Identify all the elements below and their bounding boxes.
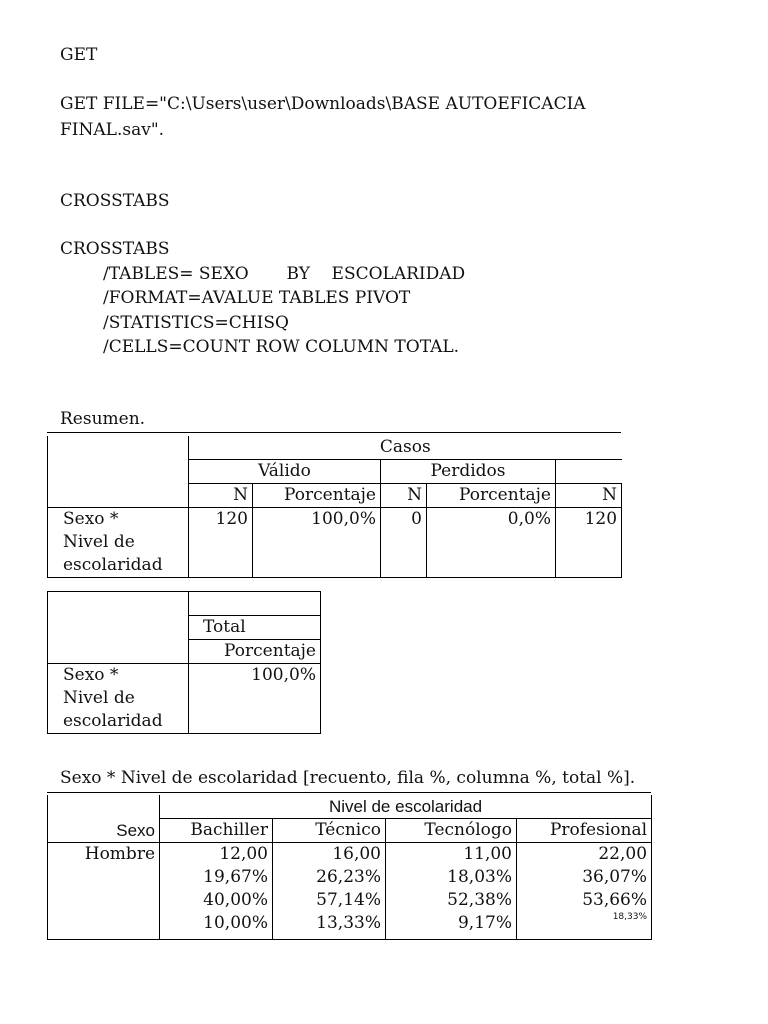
- syntax-line-cells: /CELLS=COUNT ROW COLUMN TOTAL.: [103, 337, 460, 357]
- summary-valid-n: 120: [189, 508, 253, 578]
- summary-total-table: [47, 591, 321, 734]
- crosstab-col-tecnologo: Tecnólogo: [386, 819, 517, 843]
- summary-col-missing-n: N: [381, 484, 427, 508]
- syntax-line-statistics: /STATISTICS=CHISQ: [103, 313, 289, 333]
- summary-table: [47, 436, 622, 578]
- syntax-line-tables: /TABLES= SEXO BY ESCOLARIDAD: [103, 264, 466, 284]
- crosstab-row-header-sexo: Sexo: [48, 819, 160, 843]
- summary-row-label: Sexo * Nivel de escolaridad: [48, 508, 189, 578]
- summary-header-valido: Válido: [189, 460, 381, 484]
- syntax-line-crosstabs-2: CROSSTABS: [60, 239, 170, 259]
- crosstab-top-rule: [47, 792, 651, 793]
- syntax-line-crosstabs: CROSSTABS: [60, 191, 170, 211]
- summary-valid-pct: 100,0%: [253, 508, 381, 578]
- crosstab-table: [47, 795, 652, 940]
- summary-col-missing-pct: Porcentaje: [427, 484, 556, 508]
- syntax-line-get-file: GET FILE="C:\Users\user\Downloads\BASE AUTOEFICACIA: [60, 94, 586, 114]
- summary-total-pct: 100,0%: [189, 664, 321, 734]
- crosstab-header-nivel: Nivel de escolaridad: [160, 795, 652, 819]
- summary-col-total-pct: Porcentaje: [189, 640, 321, 664]
- summary-total-n: 120: [556, 508, 622, 578]
- crosstab-cell-bachiller: 12,00 19,67% 40,00% 10,00%: [160, 843, 273, 940]
- syntax-line-file-name: FINAL.sav".: [60, 120, 165, 140]
- crosstab-col-bachiller: Bachiller: [160, 819, 273, 843]
- table-row: [48, 843, 652, 940]
- summary-total-row-label: Sexo * Nivel de escolaridad: [48, 664, 189, 734]
- crosstab-col-profesional: Profesional: [517, 819, 652, 843]
- crosstab-cell-tecnico: 16,00 26,23% 57,14% 13,33%: [273, 843, 386, 940]
- summary-col-valid-pct: Porcentaje: [253, 484, 381, 508]
- crosstab-cell-tecnologo: 11,00 18,03% 52,38% 9,17%: [386, 843, 517, 940]
- summary-header-total: Total: [189, 616, 321, 640]
- crosstab-row-label-hombre: Hombre: [48, 843, 160, 940]
- summary-missing-n: 0: [381, 508, 427, 578]
- crosstab-title: Sexo * Nivel de escolaridad [recuento, fila %, columna %, total %].: [60, 768, 636, 788]
- crosstab-cell-profesional: 22,00 36,07% 53,66% 18,33%: [517, 843, 652, 940]
- summary-missing-pct: 0,0%: [427, 508, 556, 578]
- summary-title: Resumen.: [60, 409, 146, 429]
- summary-top-rule: [47, 432, 621, 433]
- summary-header-casos: Casos: [189, 436, 622, 460]
- summary-header-perdidos: Perdidos: [381, 460, 556, 484]
- syntax-line-get: GET: [60, 45, 98, 65]
- crosstab-col-tecnico: Técnico: [273, 819, 386, 843]
- summary-col-valid-n: N: [189, 484, 253, 508]
- summary-col-total-n: N: [556, 484, 622, 508]
- syntax-line-format: /FORMAT=AVALUE TABLES PIVOT: [103, 288, 411, 308]
